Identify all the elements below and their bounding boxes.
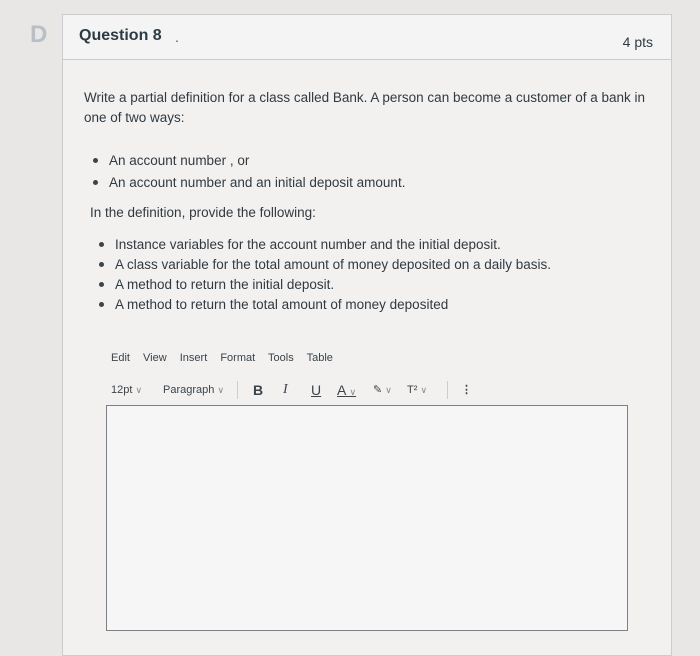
answer-editor[interactable] xyxy=(106,405,628,631)
prompt-intro: Write a partial definition for a class called Bank. A person can become a customer of a bank in one of two ways: xyxy=(84,90,646,125)
list-item xyxy=(99,255,551,275)
list-item xyxy=(93,173,405,195)
list-item xyxy=(99,295,551,315)
question-title: Question 8 xyxy=(79,27,162,44)
highlight-icon: ✎ xyxy=(373,384,383,396)
question-points: 4 pts xyxy=(622,34,653,50)
bullet-icon xyxy=(99,302,104,307)
bullet-icon xyxy=(93,158,98,163)
list-item xyxy=(99,275,551,295)
question-card xyxy=(62,14,672,656)
list-item-text: An account number and an initial deposit amount. xyxy=(109,175,406,190)
underline-button[interactable]: U xyxy=(311,382,322,398)
text-color-button[interactable] xyxy=(337,381,356,401)
definition-lead: In the definition, provide the following: xyxy=(90,205,316,220)
font-size-value: 12pt xyxy=(111,384,133,396)
list-item xyxy=(99,235,551,255)
menu-format[interactable]: Format xyxy=(220,352,256,364)
font-size-select[interactable] xyxy=(111,381,142,399)
chevron-down-icon: ∨ xyxy=(349,387,357,397)
list-item-text: An account number , or xyxy=(109,153,250,168)
menu-insert[interactable]: Insert xyxy=(179,352,208,364)
bold-button[interactable]: B xyxy=(253,382,264,398)
list-item-text: A class variable for the total amount of money deposited on a daily basis. xyxy=(115,257,552,272)
toolbar-divider xyxy=(237,381,238,399)
requirements-list xyxy=(99,235,551,315)
list-item-text: A method to return the initial deposit. xyxy=(115,277,335,292)
chevron-down-icon: ∨ xyxy=(385,385,392,395)
more-options-icon[interactable]: ⋮ xyxy=(461,384,472,396)
menu-tools[interactable]: Tools xyxy=(268,352,294,364)
question-dot: . xyxy=(175,29,179,45)
bullet-icon xyxy=(93,180,98,185)
bullet-icon xyxy=(99,282,104,287)
question-header xyxy=(63,15,671,60)
text-color-icon: A xyxy=(337,382,346,398)
highlight-button[interactable] xyxy=(373,381,392,399)
list-item-text: A method to return the total amount of money deposited xyxy=(115,297,449,312)
superscript-button[interactable] xyxy=(407,381,427,399)
list-item-text: Instance variables for the account number and the initial deposit. xyxy=(115,237,501,252)
flag-icon[interactable]: D xyxy=(30,21,48,48)
chevron-down-icon: ∨ xyxy=(217,385,225,395)
chevron-down-icon: ∨ xyxy=(420,385,428,395)
italic-button[interactable]: I xyxy=(283,382,288,397)
editor-menubar xyxy=(111,352,343,364)
bullet-icon xyxy=(99,242,104,247)
toolbar-divider xyxy=(447,381,448,399)
editor-toolbar xyxy=(111,381,631,399)
list-item xyxy=(93,151,405,173)
menu-view[interactable]: View xyxy=(143,352,167,364)
block-format-value: Paragraph xyxy=(163,384,215,396)
ways-list xyxy=(93,151,405,195)
chevron-down-icon: ∨ xyxy=(135,385,143,395)
superscript-icon: T² xyxy=(407,384,418,396)
menu-table[interactable]: Table xyxy=(306,352,333,364)
block-format-select[interactable] xyxy=(163,381,224,399)
bullet-icon xyxy=(99,262,104,267)
question-body xyxy=(84,88,654,312)
menu-edit[interactable]: Edit xyxy=(111,352,130,364)
